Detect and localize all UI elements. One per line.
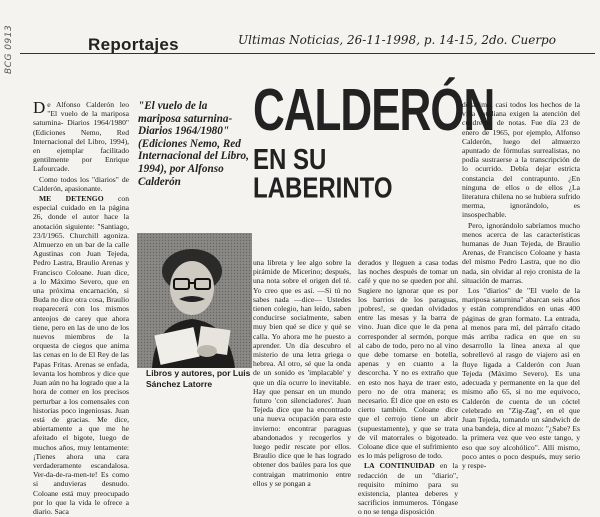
paragraph: Como todos los "diarios" de Calderón, apasionante. (33, 174, 129, 193)
paragraph (33, 194, 129, 516)
archive-stamp: BCG 0913 (4, 24, 14, 74)
headline-main: CALDERÓN (253, 77, 495, 144)
paragraph-lead: ME DETENGO (39, 194, 104, 204)
photo-caption: Libros y autores, por Luis Sánchez Latorre (146, 368, 251, 389)
paragraph-lead: LA CONTINUIDAD (364, 461, 435, 471)
headline-sub: EN SU LABERINTO (253, 143, 393, 205)
headline (253, 77, 495, 205)
author-photo (137, 233, 252, 368)
paragraph-text: en la redacción de un "diario", requisito mínimo para su existencia, plantea deberes y sacrificios inmumeros. Tóngase o no se tenga disposición (358, 461, 458, 517)
section-title: Reportajes (88, 35, 179, 54)
paragraph-text: con especial cuidado en la página 26, donde el autor hace la anotación siguiente: "Santiago, 23/I/1965. Churchill agoniza. Almuerzo en un bar de la calle Agustinas con Juan Tejeda, Pedro Lastra, Braulio Arenas y Francisco Coloane. Juan dice, a lo Máximo Severo, que en una próxima encarnación, si Buda no dice otra cosa, Braulio reaparecerá con los mismos anteojos de carey que ahora tiene, pero en las de uno de los nuevos miembros de la orquesta de ciegos que anima las cenas en lo de El Rey de las Papas Fritas. Arenas se enfada, levanta los hombros y dice que Juan aún no ha logrado que a la hora de comer en los precisos perturbar a los comensales con historias poco ingeniosas. Juan está de gracias. Me dice, abiertamente a que me he afeitado el bigote, luego de muchos años, muy lentamente: ¡Tienes ahora una cara verdaderamente escandalosa. Ver-da-de-ra-men-te! Es como si anduvieras desnudo. Coloane está muy preocupado por lo que la vida le ofrece a diario. Saca (33, 194, 129, 516)
portrait-image (137, 233, 252, 368)
paragraph: Pero, ignorándolo sabríamos mucho menos acerca de las características humanas de Juan Tejeda, de Braulio Arenas, de Francisco Coloane y hasta del mismo Pedro Lastra, que no dio nada, sin olvidar al rejo cronista de la situación de marras. (462, 220, 580, 285)
article-column-3 (358, 258, 458, 517)
handwritten-source-note: Ultimas Noticias, 26-11-1998, p. 14-15, 2do. Cuerpo (238, 33, 556, 47)
paragraph: derados y lleguen a casa todas las noches después de tomar un café y que no se queden por ahí. Sugiere no ignorar que es por los barrios de los paraguas, ¡pobres!, se quedan olvidados entre las mesas y la barra de vino. Juan dice que le da pena corresponder al sermón, porque al cabo de todo, pero no al vino que debe tomarse en botella, apenas y en cuanto a la descorcha. Y no es extraño que en esto nos haya de traer esto, pero no de otra manera; es necesario. Él dice que en esto es cierto también. Coloane dice que el cerrojo tiene un abrir (supuestamente), y que se trata de vil matorrales o bigoteado. Coloane dice que el sufrimiento es lo más peligroso de todo. (358, 258, 458, 461)
pull-quote: "El vuelo de la mariposa saturnina- Diarios 1964/1980" (Ediciones Nemo, Red Internacional del Libro, 1994), por Alfonso Calderón (138, 100, 249, 188)
article-column-2 (253, 258, 351, 488)
article-column-1 (33, 98, 129, 516)
section-divider (20, 53, 595, 54)
paragraph: Los "diarios" de "El vuelo de la mariposa saturnina" abarcan seis años y están comprendidos en unas 400 páginas de gran formato. La entrada, al menos para mí, del párrafo citado más arriba radica en que en su desarrollo la línea anexa al que sobrellevó al rasgo de viajero así en fluye ligada a Calderón con Juan Tejeda (Máximo Severo). Es una adecuada y permanente en la que del mismo año 65, si no me equivoco, Calderón de cuenta de un cóctel celebrado en "Zig-Zag", en el que Juan Tejeda, tomando un sándwich de una bandeja, dice al mozo: "¿Sabe? Es la primera vez que veo este tango, y eso que soy alcohólico". Allí mismo, poco antes o poco después, muy serio y respe- (462, 286, 580, 470)
paragraph (358, 461, 458, 516)
paragraph: de ánimo, casi todos los hechos de la vida cotidiana exigen la atención del cuadrerno de notas. Fue día 23 de enero de 1965, por ejemplo, Alfonso Calderón, luego del almuerzo apuntado de fórmulas surrealistas, no podía sustraerse a la transcripción de lo ocurrido. Debía dejar estricta constancia del contrapunto. ¿En ninguna de ellos o de ellos ¿La literatura chilena no se hubiera sufrido merma, ignorándolo, es insospechable. (462, 100, 580, 220)
paragraph: una libreta y lee algo sobre la pirámide de Micerino; después, una nota sobre el origen del té. Yo creo que es así. —Si tú no sabes nada —dice— Ustedes tienen colegio, han leído, saben conducirse socialmente, saben muy bien qué se dice y qué se calla. Yo ahora me he puesto a aprender. Un día descubro el misterio de una letra griega o hebrea. Al otro, sé que la onda de un sonido es 'implacable' y que un día ocurre lo inevitable. Hay que pensar en un mundo futuro 'con silenciadores'. Juan Tejeda dice que ha encontrado una nueva ocupación para este invierno: encontrar paraguas abandonados y recogerlos y luego pedir rescate por ellos. Braulio dice que le has logrado obtener dos baúles para los que contraigan matrimonio entre ellos y se pongan a (253, 258, 351, 488)
article-column-4 (462, 100, 580, 470)
drop-cap: D (33, 98, 46, 117)
paragraph: e Alfonso Calderón leo "El vuelo de la mariposa saturnina- Diarios 1964/1980" (Ediciones Nemo, Red Internacional del Libro, 1994), en ejemplar facilitado gentilmente por Enrique Lafourcade. (33, 100, 129, 174)
